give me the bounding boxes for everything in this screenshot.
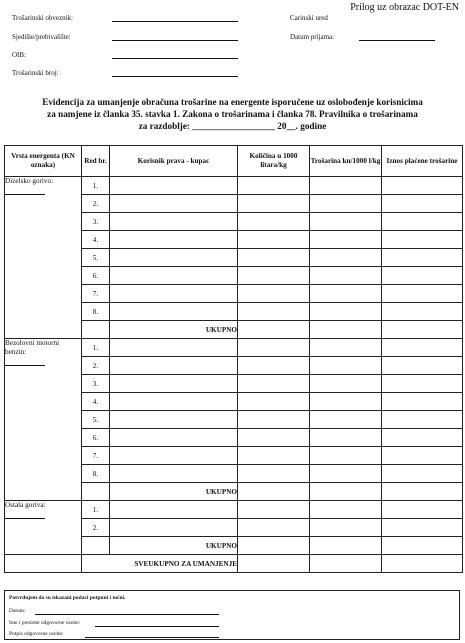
- signature-field[interactable]: [85, 637, 219, 638]
- row-number: 2.: [82, 357, 110, 375]
- quantity-cell[interactable]: [238, 285, 310, 303]
- records-table: [4, 145, 463, 573]
- excise-paid-cell[interactable]: [382, 177, 463, 195]
- col-excise-paid: Iznos plaćene trošarine: [382, 146, 463, 177]
- excise-paid-cell[interactable]: [382, 195, 463, 213]
- excise-paid-cell[interactable]: [382, 231, 463, 249]
- title-line-3: za razdoblje: __________________ 20__. godine: [138, 121, 327, 131]
- row-number: 6.: [82, 429, 110, 447]
- excise-rate-cell[interactable]: [310, 465, 382, 483]
- subtotal-row-number-cell: [82, 483, 110, 501]
- excise-rate-cell[interactable]: [310, 249, 382, 267]
- customs-office-label: Carinski ured: [290, 14, 328, 22]
- excise-paid-cell[interactable]: [382, 519, 463, 537]
- excise-rate-cell[interactable]: [310, 339, 382, 357]
- col-customer: Korisnik prava - kupac: [110, 146, 238, 177]
- quantity-cell[interactable]: [238, 195, 310, 213]
- customer-cell[interactable]: [110, 375, 238, 393]
- customer-cell[interactable]: [110, 501, 238, 519]
- date-field[interactable]: [35, 614, 219, 615]
- subtotal-rate-cell[interactable]: [310, 537, 382, 555]
- subtotal-amount-cell[interactable]: [382, 321, 463, 339]
- quantity-cell[interactable]: [238, 519, 310, 537]
- excise-rate-cell[interactable]: [310, 285, 382, 303]
- excise-rate-cell[interactable]: [310, 429, 382, 447]
- seat-label: Sjedište/prebivalište:: [12, 33, 71, 41]
- receipt-date-label: Datum prijama:: [290, 33, 335, 41]
- excise-paid-cell[interactable]: [382, 249, 463, 267]
- row-number: 4.: [82, 393, 110, 411]
- excise-paid-cell[interactable]: [382, 213, 463, 231]
- excise-rate-cell[interactable]: [310, 375, 382, 393]
- customer-cell[interactable]: [110, 429, 238, 447]
- seat-field[interactable]: [112, 40, 238, 41]
- subtotal-row-number-cell: [82, 537, 110, 555]
- quantity-cell[interactable]: [238, 231, 310, 249]
- customer-cell[interactable]: [110, 213, 238, 231]
- customer-cell[interactable]: [110, 357, 238, 375]
- grand-total-quantity-cell[interactable]: [238, 555, 310, 573]
- customer-cell[interactable]: [110, 195, 238, 213]
- col-quantity: Količina u 1000 litara/kg: [238, 146, 310, 177]
- subtotal-quantity-cell[interactable]: [238, 321, 310, 339]
- table-row: [5, 339, 463, 357]
- energy-group-cell: [5, 177, 82, 339]
- row-number: 2.: [82, 195, 110, 213]
- subtotal-rate-cell[interactable]: [310, 321, 382, 339]
- excise-paid-cell[interactable]: [382, 465, 463, 483]
- excise-paid-cell[interactable]: [382, 501, 463, 519]
- row-number: 1.: [82, 501, 110, 519]
- col-row-number: Red br.: [82, 146, 110, 177]
- quantity-cell[interactable]: [238, 249, 310, 267]
- row-number: 1.: [82, 177, 110, 195]
- date-label: Datum:: [9, 608, 26, 614]
- customer-cell[interactable]: [110, 519, 238, 537]
- subtotal-rate-cell[interactable]: [310, 483, 382, 501]
- excise-paid-cell[interactable]: [382, 393, 463, 411]
- customer-cell[interactable]: [110, 231, 238, 249]
- responsible-name-label: Ime i prezime odgovorne osobe:: [9, 620, 81, 626]
- energy-group-cell: [5, 501, 82, 555]
- row-number: 6.: [82, 267, 110, 285]
- excise-number-field[interactable]: [112, 76, 238, 77]
- oib-label: OIB:: [12, 51, 26, 59]
- row-number: 7.: [82, 447, 110, 465]
- row-number: 7.: [82, 285, 110, 303]
- kn-code-field[interactable]: [5, 518, 45, 519]
- excise-rate-cell[interactable]: [310, 519, 382, 537]
- row-number: 1.: [82, 339, 110, 357]
- quantity-cell[interactable]: [238, 429, 310, 447]
- kn-code-field[interactable]: [5, 194, 45, 195]
- row-number: 2.: [82, 519, 110, 537]
- signature-label: Potpis odgovorne osobe:: [9, 631, 64, 637]
- customer-cell[interactable]: [110, 393, 238, 411]
- quantity-cell[interactable]: [238, 213, 310, 231]
- excise-paid-cell[interactable]: [382, 357, 463, 375]
- customer-cell[interactable]: [110, 411, 238, 429]
- excise-rate-cell[interactable]: [310, 213, 382, 231]
- subtotal-label: UKUPNO: [110, 321, 238, 339]
- kn-code-field[interactable]: [5, 365, 45, 366]
- excise-paid-cell[interactable]: [382, 285, 463, 303]
- customer-cell[interactable]: [110, 267, 238, 285]
- excise-rate-cell[interactable]: [310, 357, 382, 375]
- customer-cell[interactable]: [110, 465, 238, 483]
- quantity-cell[interactable]: [238, 177, 310, 195]
- customer-cell[interactable]: [110, 285, 238, 303]
- excise-paid-cell[interactable]: [382, 447, 463, 465]
- title-line-2: za namjene iz članka 35. stavka 1. Zakona o trošarinama i članka 78. Pravilnika o trošarinama: [47, 109, 418, 119]
- row-number: 3.: [82, 375, 110, 393]
- taxpayer-label: Trošarinski obveznik:: [12, 14, 73, 22]
- receipt-date-field[interactable]: [359, 40, 435, 41]
- taxpayer-field[interactable]: [112, 21, 238, 22]
- col-excise-rate: Trošarina kn/1000 l/kg: [310, 146, 382, 177]
- excise-rate-cell[interactable]: [310, 393, 382, 411]
- quantity-cell[interactable]: [238, 357, 310, 375]
- excise-rate-cell[interactable]: [310, 177, 382, 195]
- excise-number-label: Trošarinski broj:: [12, 69, 59, 77]
- subtotal-label: UKUPNO: [110, 483, 238, 501]
- quantity-cell[interactable]: [238, 447, 310, 465]
- quantity-cell[interactable]: [238, 339, 310, 357]
- excise-rate-cell[interactable]: [310, 231, 382, 249]
- subtotal-amount-cell[interactable]: [382, 537, 463, 555]
- excise-paid-cell[interactable]: [382, 267, 463, 285]
- row-number: 8.: [82, 465, 110, 483]
- excise-rate-cell[interactable]: [310, 447, 382, 465]
- subtotal-amount-cell[interactable]: [382, 483, 463, 501]
- row-number: 5.: [82, 411, 110, 429]
- grand-total-row: [5, 555, 463, 573]
- confirmation-statement: Potvrđujem da su iskazani podaci potpuni i točni.: [9, 595, 126, 601]
- confirmation-box: [4, 590, 460, 640]
- oib-field[interactable]: [112, 58, 238, 59]
- quantity-cell[interactable]: [238, 393, 310, 411]
- excise-rate-cell[interactable]: [310, 411, 382, 429]
- grand-total-blank-cell: [5, 555, 82, 573]
- table-row: [5, 501, 463, 519]
- grand-total-amount-cell[interactable]: [382, 555, 463, 573]
- quantity-cell[interactable]: [238, 501, 310, 519]
- quantity-cell[interactable]: [238, 465, 310, 483]
- excise-paid-cell[interactable]: [382, 303, 463, 321]
- responsible-name-field[interactable]: [95, 626, 219, 627]
- excise-paid-cell[interactable]: [382, 339, 463, 357]
- subtotal-label: UKUPNO: [110, 537, 238, 555]
- col-energy-type: Vrsta energenta (KN oznaka): [5, 146, 82, 177]
- row-number: 5.: [82, 249, 110, 267]
- row-number: 4.: [82, 231, 110, 249]
- table-row: [5, 177, 463, 195]
- energy-group-label: Dizelsko gorivo:: [5, 177, 54, 185]
- excise-paid-cell[interactable]: [382, 411, 463, 429]
- grand-total-label: SVEUKUPNO ZA UMANJENJE: [82, 555, 238, 573]
- quantity-cell[interactable]: [238, 375, 310, 393]
- customer-cell[interactable]: [110, 447, 238, 465]
- title-line-1: Evidencija za umanjenje obračuna trošarine na energente isporučene uz oslobođenje korisnicima: [42, 97, 423, 107]
- subtotal-row-number-cell: [82, 321, 110, 339]
- customer-cell[interactable]: [110, 249, 238, 267]
- excise-rate-cell[interactable]: [310, 501, 382, 519]
- energy-group-label: Ostala goriva:: [5, 501, 46, 509]
- attachment-label: Prilog uz obrazac DOT-EN: [350, 2, 459, 13]
- quantity-cell[interactable]: [238, 267, 310, 285]
- subtotal-quantity-cell[interactable]: [238, 483, 310, 501]
- excise-paid-cell[interactable]: [382, 429, 463, 447]
- energy-group-cell: [5, 339, 82, 501]
- excise-paid-cell[interactable]: [382, 375, 463, 393]
- customer-cell[interactable]: [110, 303, 238, 321]
- form-title: [8, 96, 457, 132]
- excise-rate-cell[interactable]: [310, 303, 382, 321]
- table-header-row: [5, 146, 463, 177]
- excise-rate-cell[interactable]: [310, 267, 382, 285]
- energy-group-label: Bezolovni motorni benzin:: [5, 339, 60, 356]
- excise-rate-cell[interactable]: [310, 195, 382, 213]
- row-number: 8.: [82, 303, 110, 321]
- customer-cell[interactable]: [110, 177, 238, 195]
- row-number: 3.: [82, 213, 110, 231]
- subtotal-quantity-cell[interactable]: [238, 537, 310, 555]
- quantity-cell[interactable]: [238, 411, 310, 429]
- customer-cell[interactable]: [110, 339, 238, 357]
- grand-total-rate-cell[interactable]: [310, 555, 382, 573]
- quantity-cell[interactable]: [238, 303, 310, 321]
